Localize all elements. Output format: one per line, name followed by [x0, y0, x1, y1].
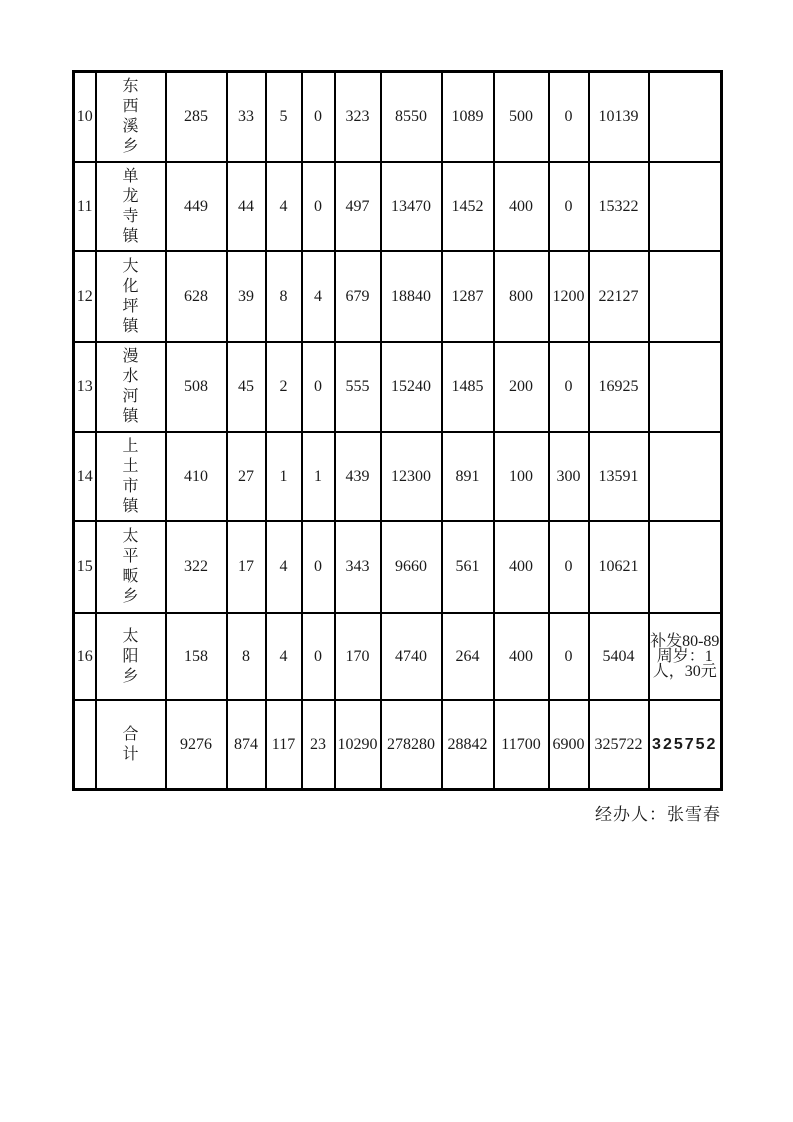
cell-value: 1485: [442, 342, 494, 432]
town-name-text: 太阳乡: [122, 627, 139, 685]
cell-value: 891: [442, 432, 494, 521]
table-row: [74, 613, 722, 700]
cell-value: 400: [494, 521, 549, 613]
total-value: 6900: [549, 700, 589, 790]
row-number: 16: [74, 613, 96, 700]
cell-value: 4: [266, 613, 302, 700]
cell-value: 0: [302, 613, 335, 700]
town-name-text: 太平畈乡: [122, 528, 139, 605]
total-label: [96, 700, 166, 790]
cell-value: 555: [335, 342, 381, 432]
cell-value: 13591: [589, 432, 649, 521]
cell-value: 343: [335, 521, 381, 613]
row-number: 13: [74, 342, 96, 432]
cell-value: 8: [266, 251, 302, 342]
row-number: 10: [74, 72, 96, 163]
total-value: 11700: [494, 700, 549, 790]
cell-value: 10621: [589, 521, 649, 613]
cell-value: 12300: [381, 432, 442, 521]
cell-value: 4740: [381, 613, 442, 700]
total-value: 23: [302, 700, 335, 790]
row-number: 15: [74, 521, 96, 613]
cell-value: 39: [227, 251, 266, 342]
note-cell: [649, 342, 722, 432]
cell-value: 800: [494, 251, 549, 342]
town-name-text: 漫水河镇: [122, 348, 139, 425]
town-name-text: 单龙寺镇: [122, 167, 139, 245]
summary-table: [72, 70, 723, 791]
town-name-text: 东西溪乡: [122, 78, 139, 155]
cell-value: 0: [302, 342, 335, 432]
cell-value: 15240: [381, 342, 442, 432]
note-cell: [649, 521, 722, 613]
cell-value: 410: [166, 432, 227, 521]
cell-value: 22127: [589, 251, 649, 342]
total-value: 278280: [381, 700, 442, 790]
cell-value: 500: [494, 72, 549, 163]
cell-value: 2: [266, 342, 302, 432]
cell-value: 0: [549, 162, 589, 251]
total-value: 28842: [442, 700, 494, 790]
town-name-text: 大化坪镇: [122, 257, 139, 335]
total-value: 9276: [166, 700, 227, 790]
cell-value: 508: [166, 342, 227, 432]
note-cell: [649, 251, 722, 342]
cell-value: 10139: [589, 72, 649, 163]
cell-value: 27: [227, 432, 266, 521]
town-name: [96, 162, 166, 251]
cell-value: 400: [494, 162, 549, 251]
cell-value: 0: [549, 613, 589, 700]
total-label-text: 合计: [122, 725, 139, 763]
cell-value: 1: [302, 432, 335, 521]
town-name: [96, 613, 166, 700]
table-row: [74, 72, 722, 163]
cell-value: 45: [227, 342, 266, 432]
row-number: 12: [74, 251, 96, 342]
cell-value: 0: [549, 72, 589, 163]
grand-total-value: 325752: [649, 700, 722, 790]
cell-value: 5404: [589, 613, 649, 700]
table-row: [74, 521, 722, 613]
table-row: [74, 251, 722, 342]
total-value: 117: [266, 700, 302, 790]
town-name: [96, 432, 166, 521]
note-cell: [649, 432, 722, 521]
cell-value: 264: [442, 613, 494, 700]
cell-value: 158: [166, 613, 227, 700]
table-row: [74, 432, 722, 521]
cell-value: 439: [335, 432, 381, 521]
cell-value: 4: [266, 521, 302, 613]
total-row: [74, 700, 722, 790]
cell-value: 9660: [381, 521, 442, 613]
row-number: 14: [74, 432, 96, 521]
total-value: 325722: [589, 700, 649, 790]
cell-value: 1200: [549, 251, 589, 342]
cell-value: 170: [335, 613, 381, 700]
cell-value: 1452: [442, 162, 494, 251]
cell-value: 0: [302, 521, 335, 613]
town-name-text: 上土市镇: [122, 437, 139, 515]
cell-value: 0: [549, 521, 589, 613]
cell-value: 497: [335, 162, 381, 251]
cell-value: 400: [494, 613, 549, 700]
cell-value: 1089: [442, 72, 494, 163]
cell-value: 15322: [589, 162, 649, 251]
total-value: 874: [227, 700, 266, 790]
cell-value: 285: [166, 72, 227, 163]
cell-value: 628: [166, 251, 227, 342]
town-name: [96, 72, 166, 163]
town-name: [96, 342, 166, 432]
cell-value: 44: [227, 162, 266, 251]
cell-value: 323: [335, 72, 381, 163]
cell-value: 449: [166, 162, 227, 251]
cell-value: 8: [227, 613, 266, 700]
cell-value: 18840: [381, 251, 442, 342]
cell-value: 8550: [381, 72, 442, 163]
cell-value: 100: [494, 432, 549, 521]
cell-value: 4: [266, 162, 302, 251]
row-number: [74, 700, 96, 790]
table-page: [72, 70, 723, 825]
cell-value: 1: [266, 432, 302, 521]
row-number: 11: [74, 162, 96, 251]
cell-value: 0: [302, 72, 335, 163]
table-row: [74, 342, 722, 432]
cell-value: 0: [549, 342, 589, 432]
handler-signature: 经办人：张雪春: [595, 805, 721, 824]
note-cell: [649, 72, 722, 163]
cell-value: 561: [442, 521, 494, 613]
cell-value: 17: [227, 521, 266, 613]
table-row: [74, 162, 722, 251]
total-value: 10290: [335, 700, 381, 790]
town-name: [96, 521, 166, 613]
town-name: [96, 251, 166, 342]
cell-value: 200: [494, 342, 549, 432]
cell-value: 4: [302, 251, 335, 342]
cell-value: 13470: [381, 162, 442, 251]
cell-value: 679: [335, 251, 381, 342]
cell-value: 300: [549, 432, 589, 521]
cell-value: 1287: [442, 251, 494, 342]
cell-value: 322: [166, 521, 227, 613]
cell-value: 16925: [589, 342, 649, 432]
cell-value: 33: [227, 72, 266, 163]
cell-value: 5: [266, 72, 302, 163]
note-cell: [649, 162, 722, 251]
supplement-note: 补发80-89周岁：1人，30元: [649, 613, 722, 700]
cell-value: 0: [302, 162, 335, 251]
